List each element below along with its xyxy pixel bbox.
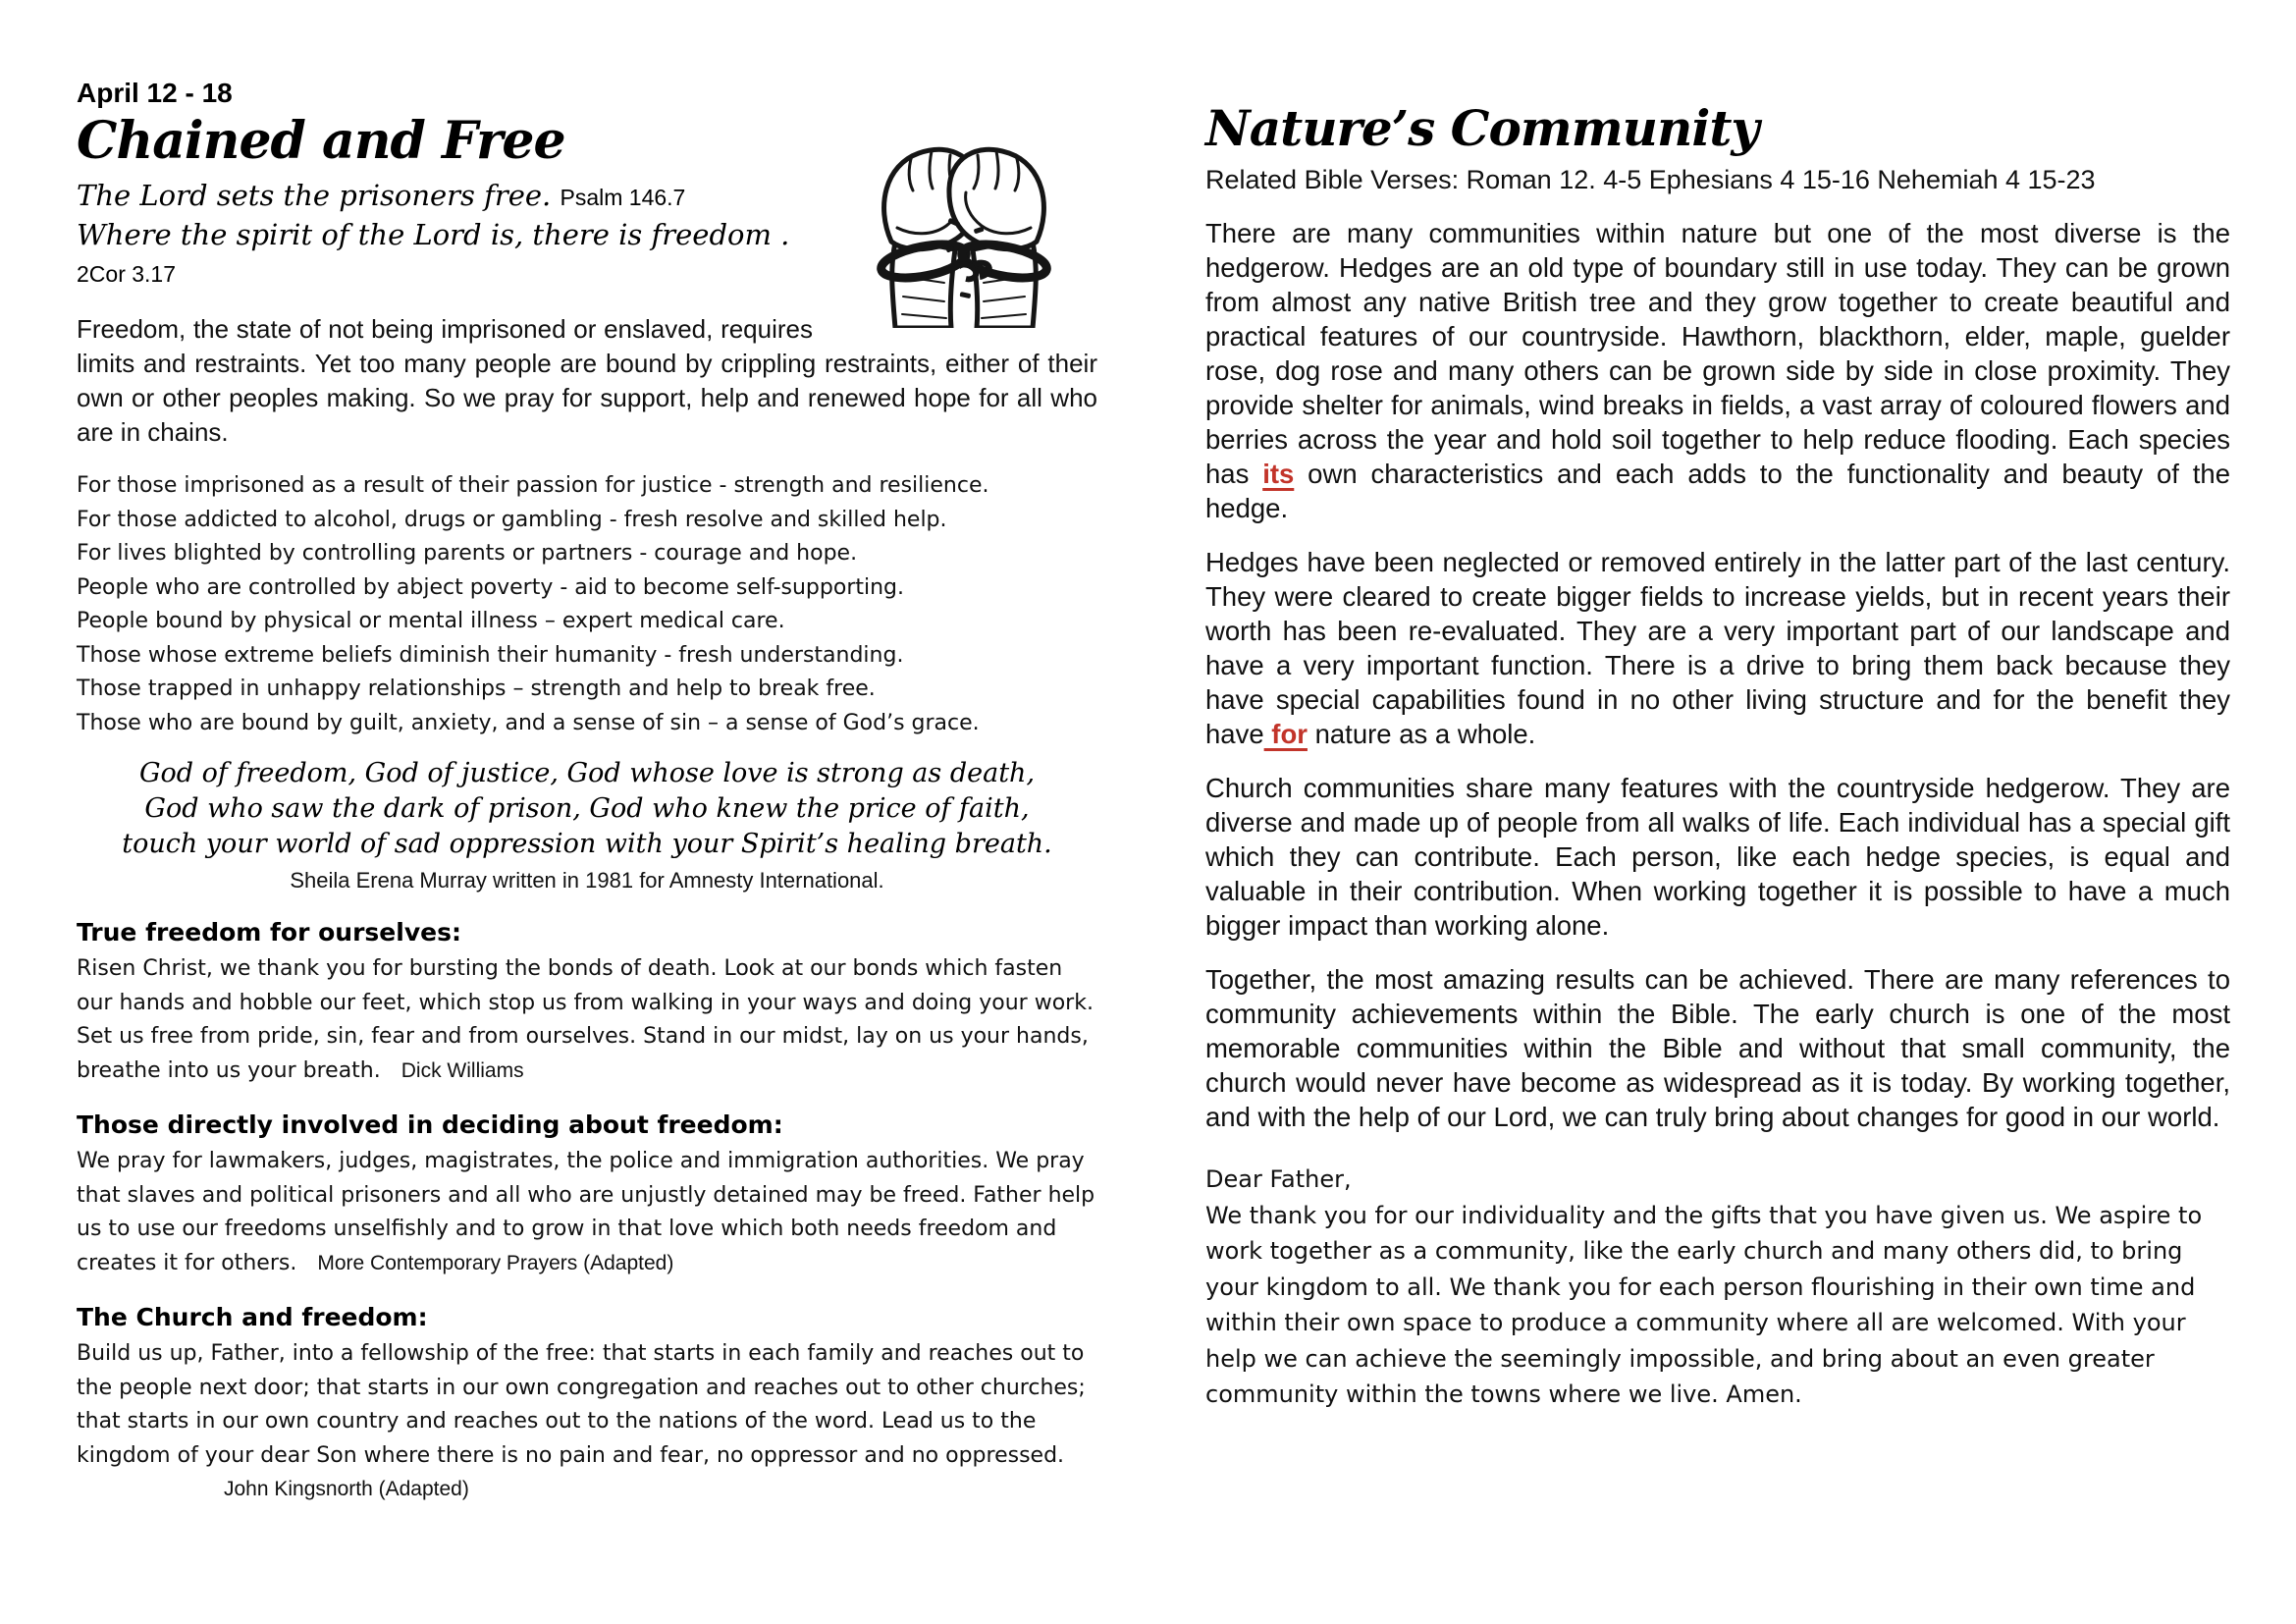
petitions-list [77, 469, 1097, 740]
verse-reference: Psalm 146.7 [560, 185, 686, 210]
poem-attribution: Sheila Erena Murray written in 1981 for Amnesty International. [290, 868, 884, 893]
closing-prayer [1205, 1162, 2230, 1413]
source-attribution: John Kingsnorth (Adapted) [224, 1478, 469, 1500]
verse-quote: Where the spirit of the Lord is, there is freedom . [77, 218, 790, 251]
hedgerow-paragraph-1 [1205, 216, 2230, 525]
petition-line: For those imprisoned as a result of their passion for justice - strength and resilience. [77, 473, 989, 498]
petition-line: Those trapped in unhappy relationships – strength and help to break free. [77, 677, 876, 701]
amnesty-poem [77, 756, 1097, 895]
prayer-salutation: Dear Father, [1205, 1165, 1352, 1193]
together-paragraph: Together, the most amazing results can be achieved. There are many references to community achievements within the Bible. The early church is one of the most memorable communities within the Bible and without that small community, the church would never have become as widespread as it is today. By working together, and with the help of our Lord, we can truly bring about changes for good in our world. [1205, 964, 2230, 1132]
prayer-text: We pray for lawmakers, judges, magistrates, the police and immigration authorities. We pray that slaves and political prisoners and all who are unjustly detained may be freed. Father help us to use our freedoms unselfishly and to grow in that love which both needs freedom and creates it for others. [77, 1149, 1095, 1275]
section-body [77, 952, 1097, 1088]
petition-line: Those whose extreme beliefs diminish their humanity - fresh understanding. [77, 642, 904, 668]
hedgerow-paragraph-2 [1205, 545, 2230, 751]
section-heading: The Church and freedom: [77, 1303, 428, 1331]
paragraph-text: There are many communities within nature but one of the most diverse is the hedgerow. Hedges are an old type of boundary still in use today. They can be grown from almost any native British tree and they grow together to create beautiful and practical features of our countryside. Hawthorn, blackthorn, elder, maple, guelder rose, dog rose and many others can be grown side by side in close proximity. They provide shelter for animals, wind breaks in fields, a vast array of coloured flowers and berries across the year and hold soil together to help reduce flooding. Each species has [1205, 218, 2230, 489]
petition-line: People who are controlled by abject poverty - aid to become self-supporting. [77, 574, 905, 600]
fists-breaking-chains-illustration [830, 81, 1097, 328]
red-underlined-word: its [1262, 459, 1295, 489]
related-bible-verses: Related Bible Verses: Roman 12. 4-5 Ephesians 4 15-16 Nehemiah 4 15-23 [1205, 165, 2096, 194]
fists-breaking-chains-icon [830, 81, 1097, 328]
church-community-paragraph: Church communities share many features with the countryside hedgerow. They are diverse and made up of people from all walks of life. Each individual has a special gift which they can contribute. Each person, like each hedge species, is equal and valuable in their contribution. When working together it is possible to have a much bigger impact than working alone. [1205, 773, 2230, 941]
petition-line: For lives blighted by controlling parents or partners - courage and hope. [77, 541, 858, 566]
section-church-freedom [77, 1302, 1097, 1507]
right-page-title: Nature’s Community [1205, 99, 1759, 157]
prayer-text: Risen Christ, we thank you for bursting the bonds of death. Look at our bonds which fasten our hands and hobble our feet, which stop us from walking in your ways and doing your work. Set us free from pride, sin, fear and from ourselves. Stand in our midst, lay on us your hands, breathe into us your breath. [77, 956, 1094, 1083]
petition-line: Those who are bound by guilt, anxiety, and a sense of sin – a sense of God’s grace. [77, 710, 980, 735]
section-body [77, 1145, 1097, 1280]
intro-paragraph: Freedom, the state of not being imprisoned or enslaved, requires limits and restraints. Yet too many people are bound by crippling restraints, either of their own or other peoples making. So we pray for support, help and renewed hope for all who are in chains. [77, 314, 1097, 447]
prayer-body: We thank you for our individuality and the gifts that you have given us. We aspire to work together as a community, like the early church and many others did, to bring your kingdom to all. We thank you for each person flourishing in their own time and within their own space to produce a community where all are welcomed. With your help we can achieve the seemingly impossible, and bring about an even greater community within the towns where we live. Amen. [1205, 1201, 2203, 1408]
petition-line: People bound by physical or mental illness – expert medical care. [77, 609, 785, 633]
source-attribution: Dick Williams [400, 1058, 524, 1082]
date-range: April 12 - 18 [77, 78, 233, 108]
paragraph-text: nature as a whole. [1307, 719, 1536, 749]
left-page-title: Chained and Free [77, 111, 565, 171]
section-heading: Those directly involved in deciding about freedom: [77, 1110, 783, 1139]
paragraph-text: Hedges have been neglected or removed entirely in the latter part of the last century. They were cleared to create bigger fields to increase yields, but in recent years their worth has been re-evaluated. They are a very important part of our landscape and have a very important function. There is a drive to bring them back because they have special capabilities found in no other living structure and for the benefit they have [1205, 547, 2230, 749]
section-heading: True freedom for ourselves: [77, 918, 461, 947]
left-column [77, 77, 1097, 1624]
paragraph-text: own characteristics and each adds to the functionality and beauty of the hedge. [1205, 459, 2230, 523]
red-underlined-word: for [1263, 719, 1308, 749]
poem-line: God who saw the dark of prison, God who knew the price of faith, [144, 793, 1030, 824]
section-true-freedom [77, 917, 1097, 1088]
section-deciding-freedom [77, 1110, 1097, 1280]
prayer-text: Build us up, Father, into a fellowship of the free: that starts in each family and reaches out to the people next door; that starts in our own congregation and reaches out to other churches; that starts in our own country and reaches out to the nations of the word. Lead us to the kingdom of your dear Son where there is no pain and fear, no oppressor and no oppressed. [77, 1341, 1086, 1468]
verse-quote: The Lord sets the prisoners free. [77, 179, 552, 212]
section-body [77, 1337, 1097, 1507]
verse-reference: 2Cor 3.17 [77, 261, 177, 287]
source-attribution: More Contemporary Prayers (Adapted) [317, 1251, 674, 1274]
poem-line: God of freedom, God of justice, God whose love is strong as death, [138, 758, 1036, 788]
petition-line: For those addicted to alcohol, drugs or gambling - fresh resolve and skilled help. [77, 507, 947, 532]
fist-right [949, 149, 1049, 328]
poem-line: touch your world of sad oppression with your Spirit’s healing breath. [122, 829, 1052, 859]
right-column [1205, 77, 2230, 1624]
